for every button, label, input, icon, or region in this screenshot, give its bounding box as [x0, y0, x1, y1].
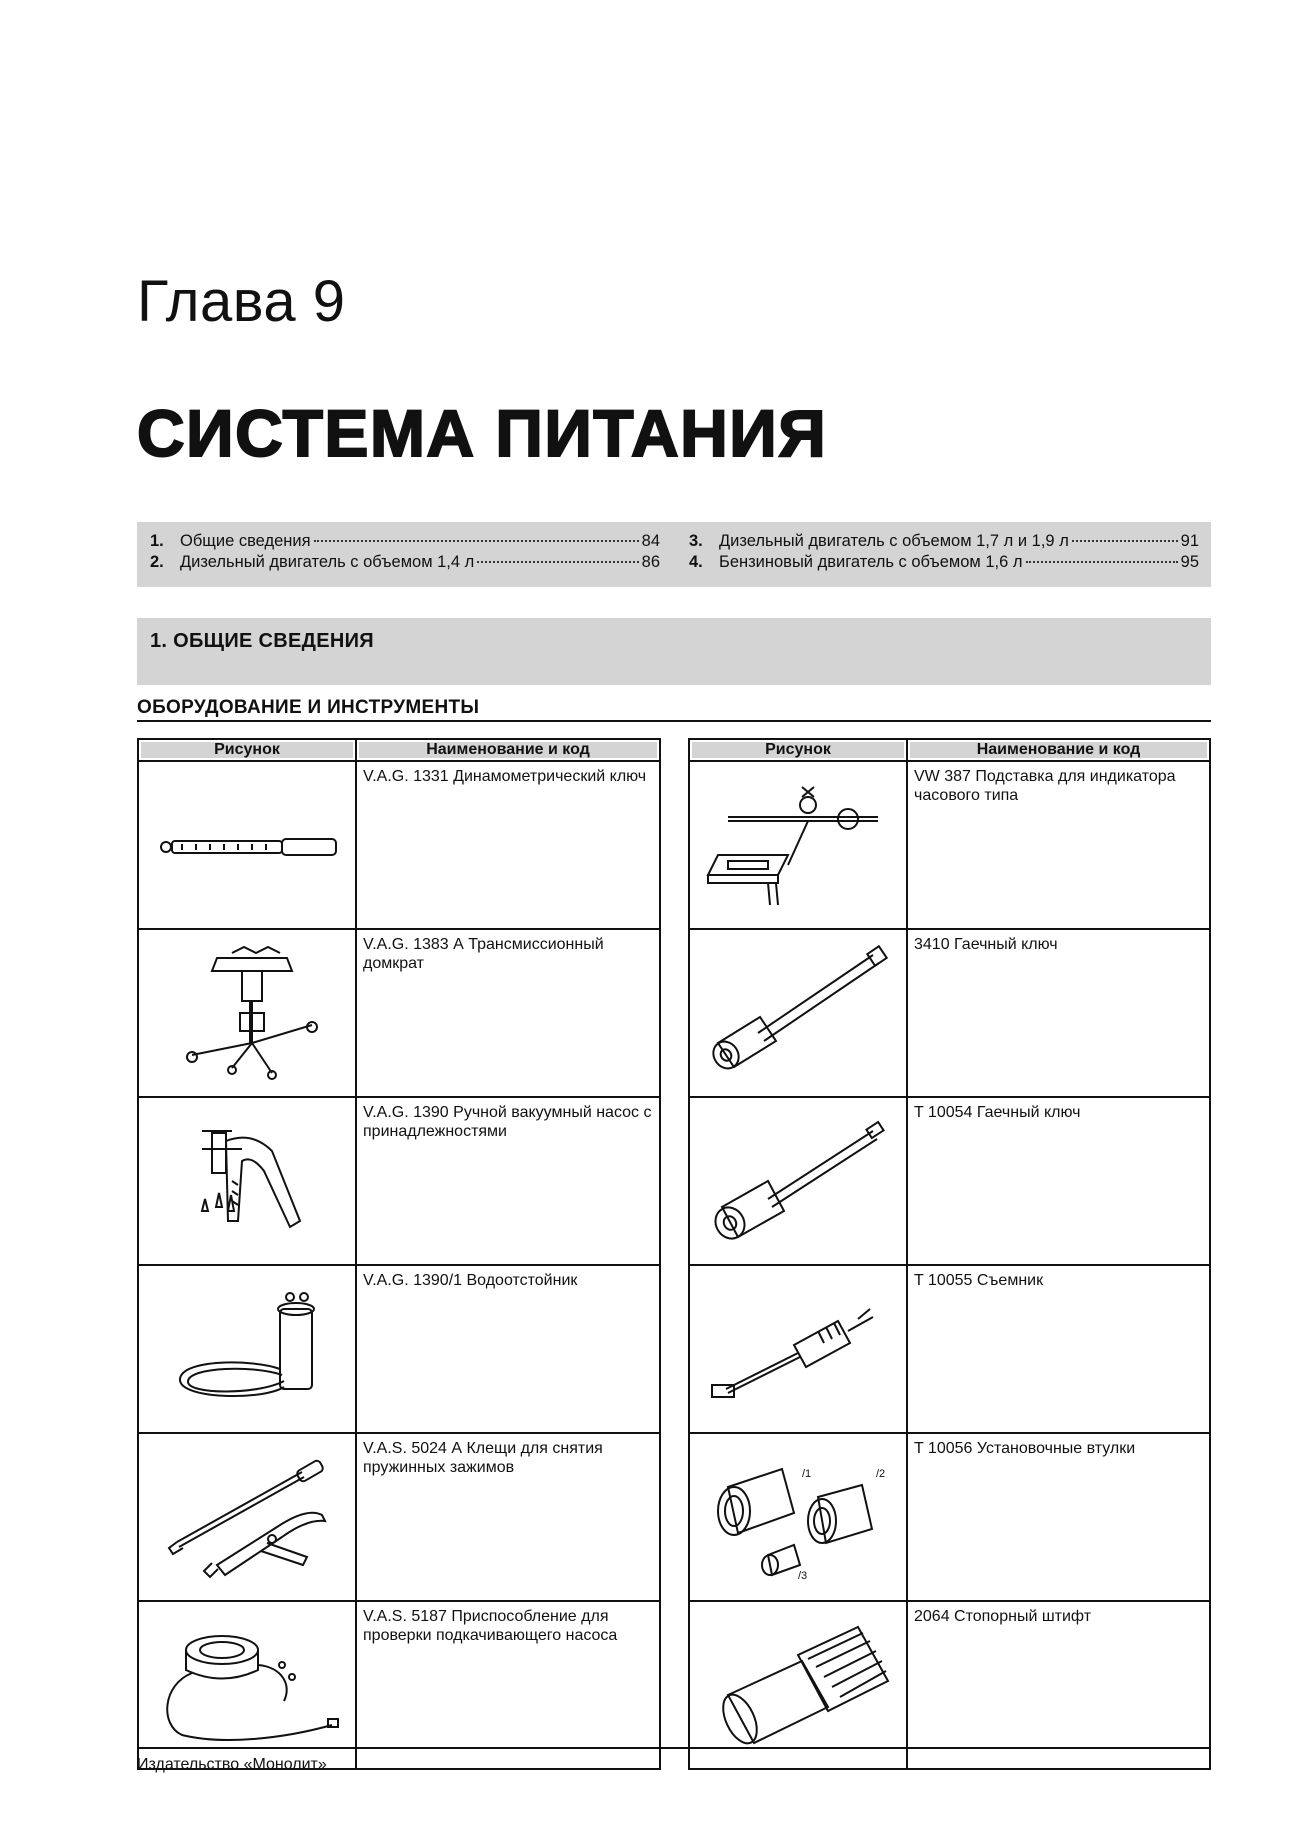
table-row [689, 1601, 1210, 1769]
toc-column-right [689, 532, 1199, 574]
toc-item[interactable] [689, 553, 1199, 574]
tool-picture-cell [138, 1601, 356, 1769]
tool-picture-cell [689, 1265, 907, 1433]
tool-picture-cell [689, 1097, 907, 1265]
tool-name-cell: VW 387 Подставка для индикатора часового типа [907, 761, 1210, 929]
subsection-divider [137, 720, 1211, 722]
toc-item-title: Дизельный двигатель с объемом 1,7 л и 1,9 л [719, 532, 1069, 550]
table-row [689, 1097, 1210, 1265]
installation-sleeves-icon [698, 1447, 898, 1587]
toc-item-title: Бензиновый двигатель с объемом 1,6 л [719, 553, 1023, 571]
chapter-title: СИСТЕМА ПИТАНИЯ [137, 396, 828, 470]
column-header-name: Наименование и код [356, 739, 660, 761]
tool-name-cell: T 10054 Гаечный ключ [907, 1097, 1210, 1265]
tool-name-cell: V.A.G. 1390 Ручной вакуумный насос с принадлежностями [356, 1097, 660, 1265]
table-row [138, 1433, 660, 1601]
table-row [138, 1265, 660, 1433]
sleeve-label: /1 [802, 1468, 812, 1480]
subsection-title: ОБОРУДОВАНИЕ И ИНСТРУМЕНТЫ [137, 697, 480, 718]
dial-indicator-stand-icon [698, 775, 898, 915]
spring-clamp-pliers-icon [157, 1447, 337, 1587]
table-row [689, 761, 1210, 929]
puller-icon [698, 1279, 898, 1419]
toc-item-title: Дизельный двигатель с объемом 1,4 л [180, 553, 475, 571]
torque-wrench-icon [152, 815, 342, 875]
toc-item[interactable] [150, 553, 660, 574]
transmission-jack-icon [172, 943, 322, 1083]
tool-name-cell: V.A.G. 1331 Динамометрический ключ [356, 761, 660, 929]
toc-item-page: 86 [641, 553, 660, 571]
toc-column-left [150, 532, 660, 574]
table-row [138, 929, 660, 1097]
tool-name-cell: 3410 Гаечный ключ [907, 929, 1210, 1097]
toc-item-page: 91 [1180, 532, 1199, 550]
toc-leader-dots [477, 561, 638, 563]
tools-table-left [137, 738, 661, 1770]
toc-item-title: Общие сведения [180, 532, 311, 550]
tool-name-cell: V.A.S. 5024 А Клещи для снятия пружинных зажимов [356, 1433, 660, 1601]
toc-leader-dots [314, 540, 639, 542]
table-row [138, 761, 660, 929]
toc-item-number: 2. [150, 553, 164, 571]
pump-tester-icon [152, 1615, 342, 1755]
toc-item[interactable] [689, 532, 1199, 553]
column-header-picture: Рисунок [689, 739, 907, 761]
tool-name-cell: V.A.G. 1390/1 Водоотстойник [356, 1265, 660, 1433]
tool-picture-cell [138, 1433, 356, 1601]
table-row [138, 1097, 660, 1265]
tool-name-cell: 2064 Стопорный штифт [907, 1601, 1210, 1769]
toc-leader-dots [1026, 561, 1178, 563]
table-row [138, 1601, 660, 1769]
tool-picture-cell [689, 1433, 907, 1601]
tool-name-cell: V.A.S. 5187 Приспособление для проверки подкачивающего насоса [356, 1601, 660, 1769]
locking-pin-icon [698, 1615, 898, 1755]
footer-divider [137, 1747, 1211, 1749]
toc-item-page: 95 [1180, 553, 1199, 571]
toc-item[interactable] [150, 532, 660, 553]
toc-leader-dots [1072, 540, 1178, 542]
socket-wrench-icon [698, 943, 898, 1083]
table-row [689, 1433, 1210, 1601]
tool-name-cell: V.A.G. 1383 А Трансмиссионный домкрат [356, 929, 660, 1097]
column-header-name: Наименование и код [907, 739, 1210, 761]
tool-picture-cell [138, 761, 356, 929]
chapter-label: Глава 9 [137, 269, 346, 334]
socket-wrench-icon [698, 1111, 898, 1251]
sleeve-label: /3 [798, 1570, 808, 1582]
tool-picture-cell [138, 1097, 356, 1265]
toc-item-number: 3. [689, 532, 703, 550]
section-header [137, 618, 1211, 685]
table-row [689, 929, 1210, 1097]
tool-picture-cell [689, 929, 907, 1097]
vacuum-pump-icon [172, 1111, 322, 1251]
table-of-contents [137, 522, 1211, 587]
tools-table-right [688, 738, 1211, 1770]
water-trap-icon [162, 1279, 332, 1419]
tool-name-cell: T 10055 Съемник [907, 1265, 1210, 1433]
publisher-footer: Издательство «Монолит» [137, 1756, 327, 1773]
tool-picture-cell [689, 761, 907, 929]
toc-item-number: 1. [150, 532, 164, 550]
tool-picture-cell [138, 1265, 356, 1433]
sleeve-label: /2 [876, 1468, 886, 1480]
tool-picture-cell [138, 929, 356, 1097]
table-row [689, 1265, 1210, 1433]
table-header-row [138, 739, 660, 761]
tool-picture-cell [689, 1601, 907, 1769]
toc-item-number: 4. [689, 553, 703, 571]
toc-item-page: 84 [641, 532, 660, 550]
column-header-picture: Рисунок [138, 739, 356, 761]
tool-name-cell: T 10056 Установочные втулки [907, 1433, 1210, 1601]
table-header-row [689, 739, 1210, 761]
section-title: 1. ОБЩИЕ СВЕДЕНИЯ [150, 630, 374, 652]
